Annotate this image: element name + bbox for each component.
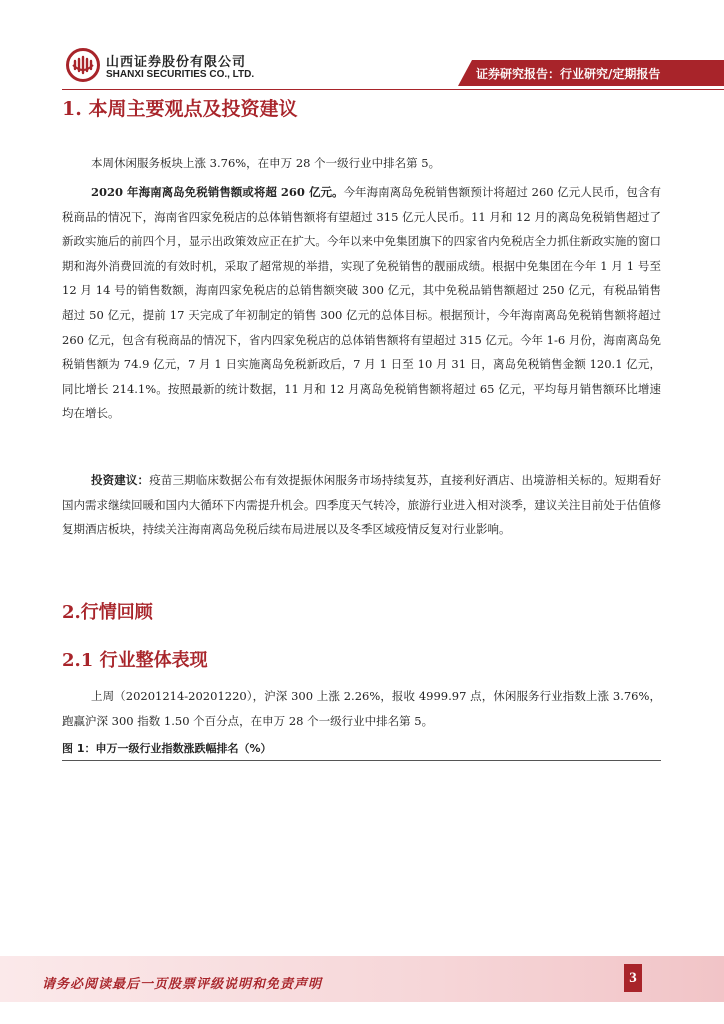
company-name-en: SHANXI SECURITIES CO., LTD.	[106, 69, 255, 80]
header-divider	[62, 89, 724, 90]
investment-advice-body: 疫苗三期临床数据公布有效提振休闲服务市场持续复苏，直接利好酒店、出境游相关标的。短期看好国内需求继续回暖和国内大循环下内需提升机会。四季度天气转冷，旅游行业进入相对淡季，建议关注目前处于估值修复期酒店板块，持续关注海南离岛免税后续布局进展以及冬季区域疫情反复对行业影响。	[62, 473, 662, 537]
report-type-label: 证券研究报告：行业研究/定期报告	[476, 67, 661, 81]
section2-1-heading: 2.1 行业整体表现	[62, 650, 208, 671]
company-name-cn: 山西证券股份有限公司	[106, 55, 247, 70]
section1-paragraph-1: 本周休闲服务板块上涨 3.76%，在申万 28 个一级行业中排名第 5。	[91, 156, 441, 170]
investment-advice-label: 投资建议：	[91, 473, 150, 487]
figure-divider	[62, 760, 661, 761]
page-number: 3	[624, 964, 642, 992]
section1-paragraph-2	[62, 180, 661, 426]
footer-disclaimer: 请务必阅读最后一页股票评级说明和免责声明	[42, 977, 323, 992]
page-header	[0, 0, 724, 100]
figure-caption: 图 1：申万一级行业指数涨跌幅排名（%）	[62, 742, 272, 755]
paragraph-2-body: 今年海南离岛免税销售额预计将超过 260 亿元人民币，包含有税商品的情况下，海南省四家免税店的总体销售额将有望超过 315 亿元人民币。11 月和 12 月的离岛免税销售超过了新政实施后的前四个月，显示出政策效应正在扩大。今年以来中免集团旗下的四家省内免税店全力抓住新政实施的窗口期和海外消费回流的有效时机，采取了超常规的举措，实现了免税销售的靓丽成绩。根据中免集团在今年 1 月 1 号至 12 月 14 号的销售数额，海南四家免税店的总销售额突破 300 亿元，其中免税品销售额超过 250 亿元，有税品销售超过 50 亿元，提前 17 天完成了年初制定的销售 300 亿元的总体目标。根据预计，今年海南离岛免税销售额将超过 260 亿元，包含有税商品的情况下，省内四家免税店的总体销售额将有望超过 315 亿元。今年 1-6 月份，海南离岛免税销售额为 74.9 亿元，7 月 1 日实施离岛免税新政后，7 月 1 日至 10 月 31 日，离岛免税销售金额 120.1 亿元，同比增长 214.1%。按照最新的统计数据，11 月和 12 月离岛免税销售额将超过 65 亿元，平均每月销售额环比增速均在增长。	[62, 185, 661, 421]
paragraph-2-lead: 2020 年海南离岛免税销售额或将超 260 亿元。	[91, 185, 344, 199]
section2-heading: 2.行情回顾	[62, 602, 153, 623]
section2-paragraph: 上周（20201214-20201220），沪深 300 上涨 2.26%，报收 4999.97 点，休闲服务行业指数上涨 3.76%，跑赢沪深 300 指数 1.50 个百分点，在申万 28 个一级行业中排名第 5。	[62, 689, 661, 728]
section1-heading: 1. 本周主要观点及投资建议	[62, 98, 298, 120]
investment-advice-paragraph	[62, 468, 661, 542]
company-logo-icon	[66, 48, 100, 82]
